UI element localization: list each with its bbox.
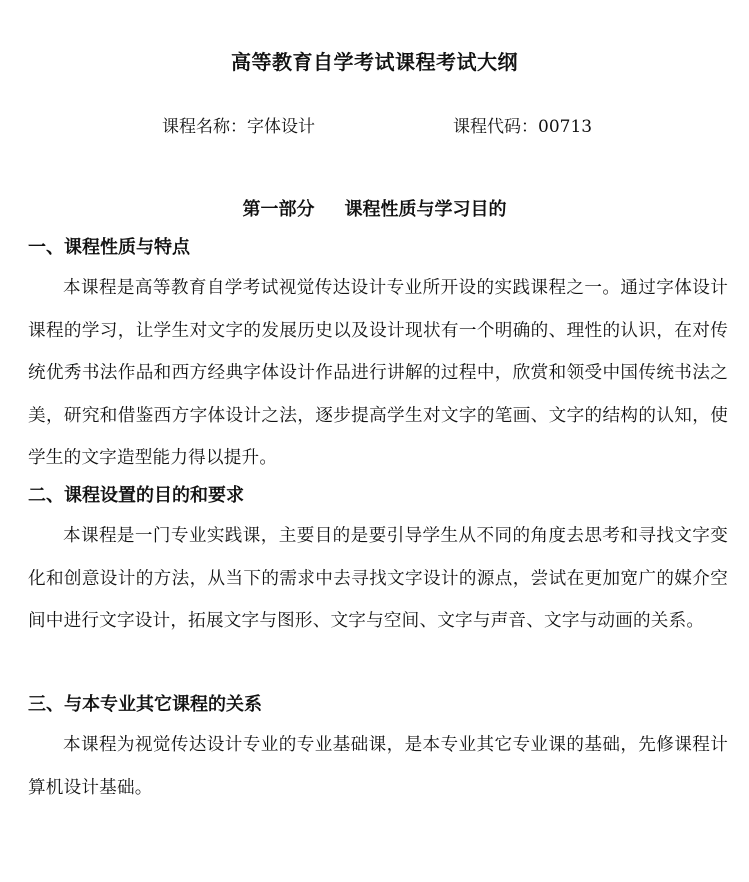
part-heading [0,195,749,221]
section-paragraph: 本课程为视觉传达设计专业的专业基础课，是本专业其它专业课的基础，先修课程计算机设计基础。 [28,735,728,798]
section-heading: 二、课程设置的目的和要求 [28,485,244,506]
section-heading: 一、课程性质与特点 [28,237,190,258]
section-paragraph: 本课程是一门专业实践课，主要目的是要引导学生从不同的角度去思考和寻找文字变化和创意设计的方法，从当下的需求中去寻找文字设计的源点，尝试在更加宽广的媒介空间中进行文字设计，拓展文字与图形、文字与空间、文字与声音、文字与动画的关系。 [28,526,728,631]
section-heading: 三、与本专业其它课程的关系 [28,694,262,715]
section-course-objectives [28,484,728,643]
document-title: 高等教育自学考试课程考试大纲 [231,50,518,74]
part-label: 第一部分 [242,199,315,220]
part-title: 课程性质与学习目的 [344,199,507,220]
section-paragraph: 本课程是高等教育自学考试视觉传达设计专业所开设的实践课程之一。通过字体设计课程的学习，让学生对文字的发展历史以及设计现状有一个明确的、理性的认识，在对传统优秀书法作品和西方经典字体设计作品进行讲解的过程中，欣赏和领受中国传统书法之美，研究和借鉴西方字体设计之法，逐步提高学生对文字的笔画、文字的结构的认知，使学生的文字造型能力得以提升。 [28,278,728,468]
section-related-courses [28,693,728,809]
course-code: 课程代码：00713 [453,117,593,137]
section-course-nature [28,236,728,480]
course-name: 课程名称：字体设计 [162,117,315,137]
